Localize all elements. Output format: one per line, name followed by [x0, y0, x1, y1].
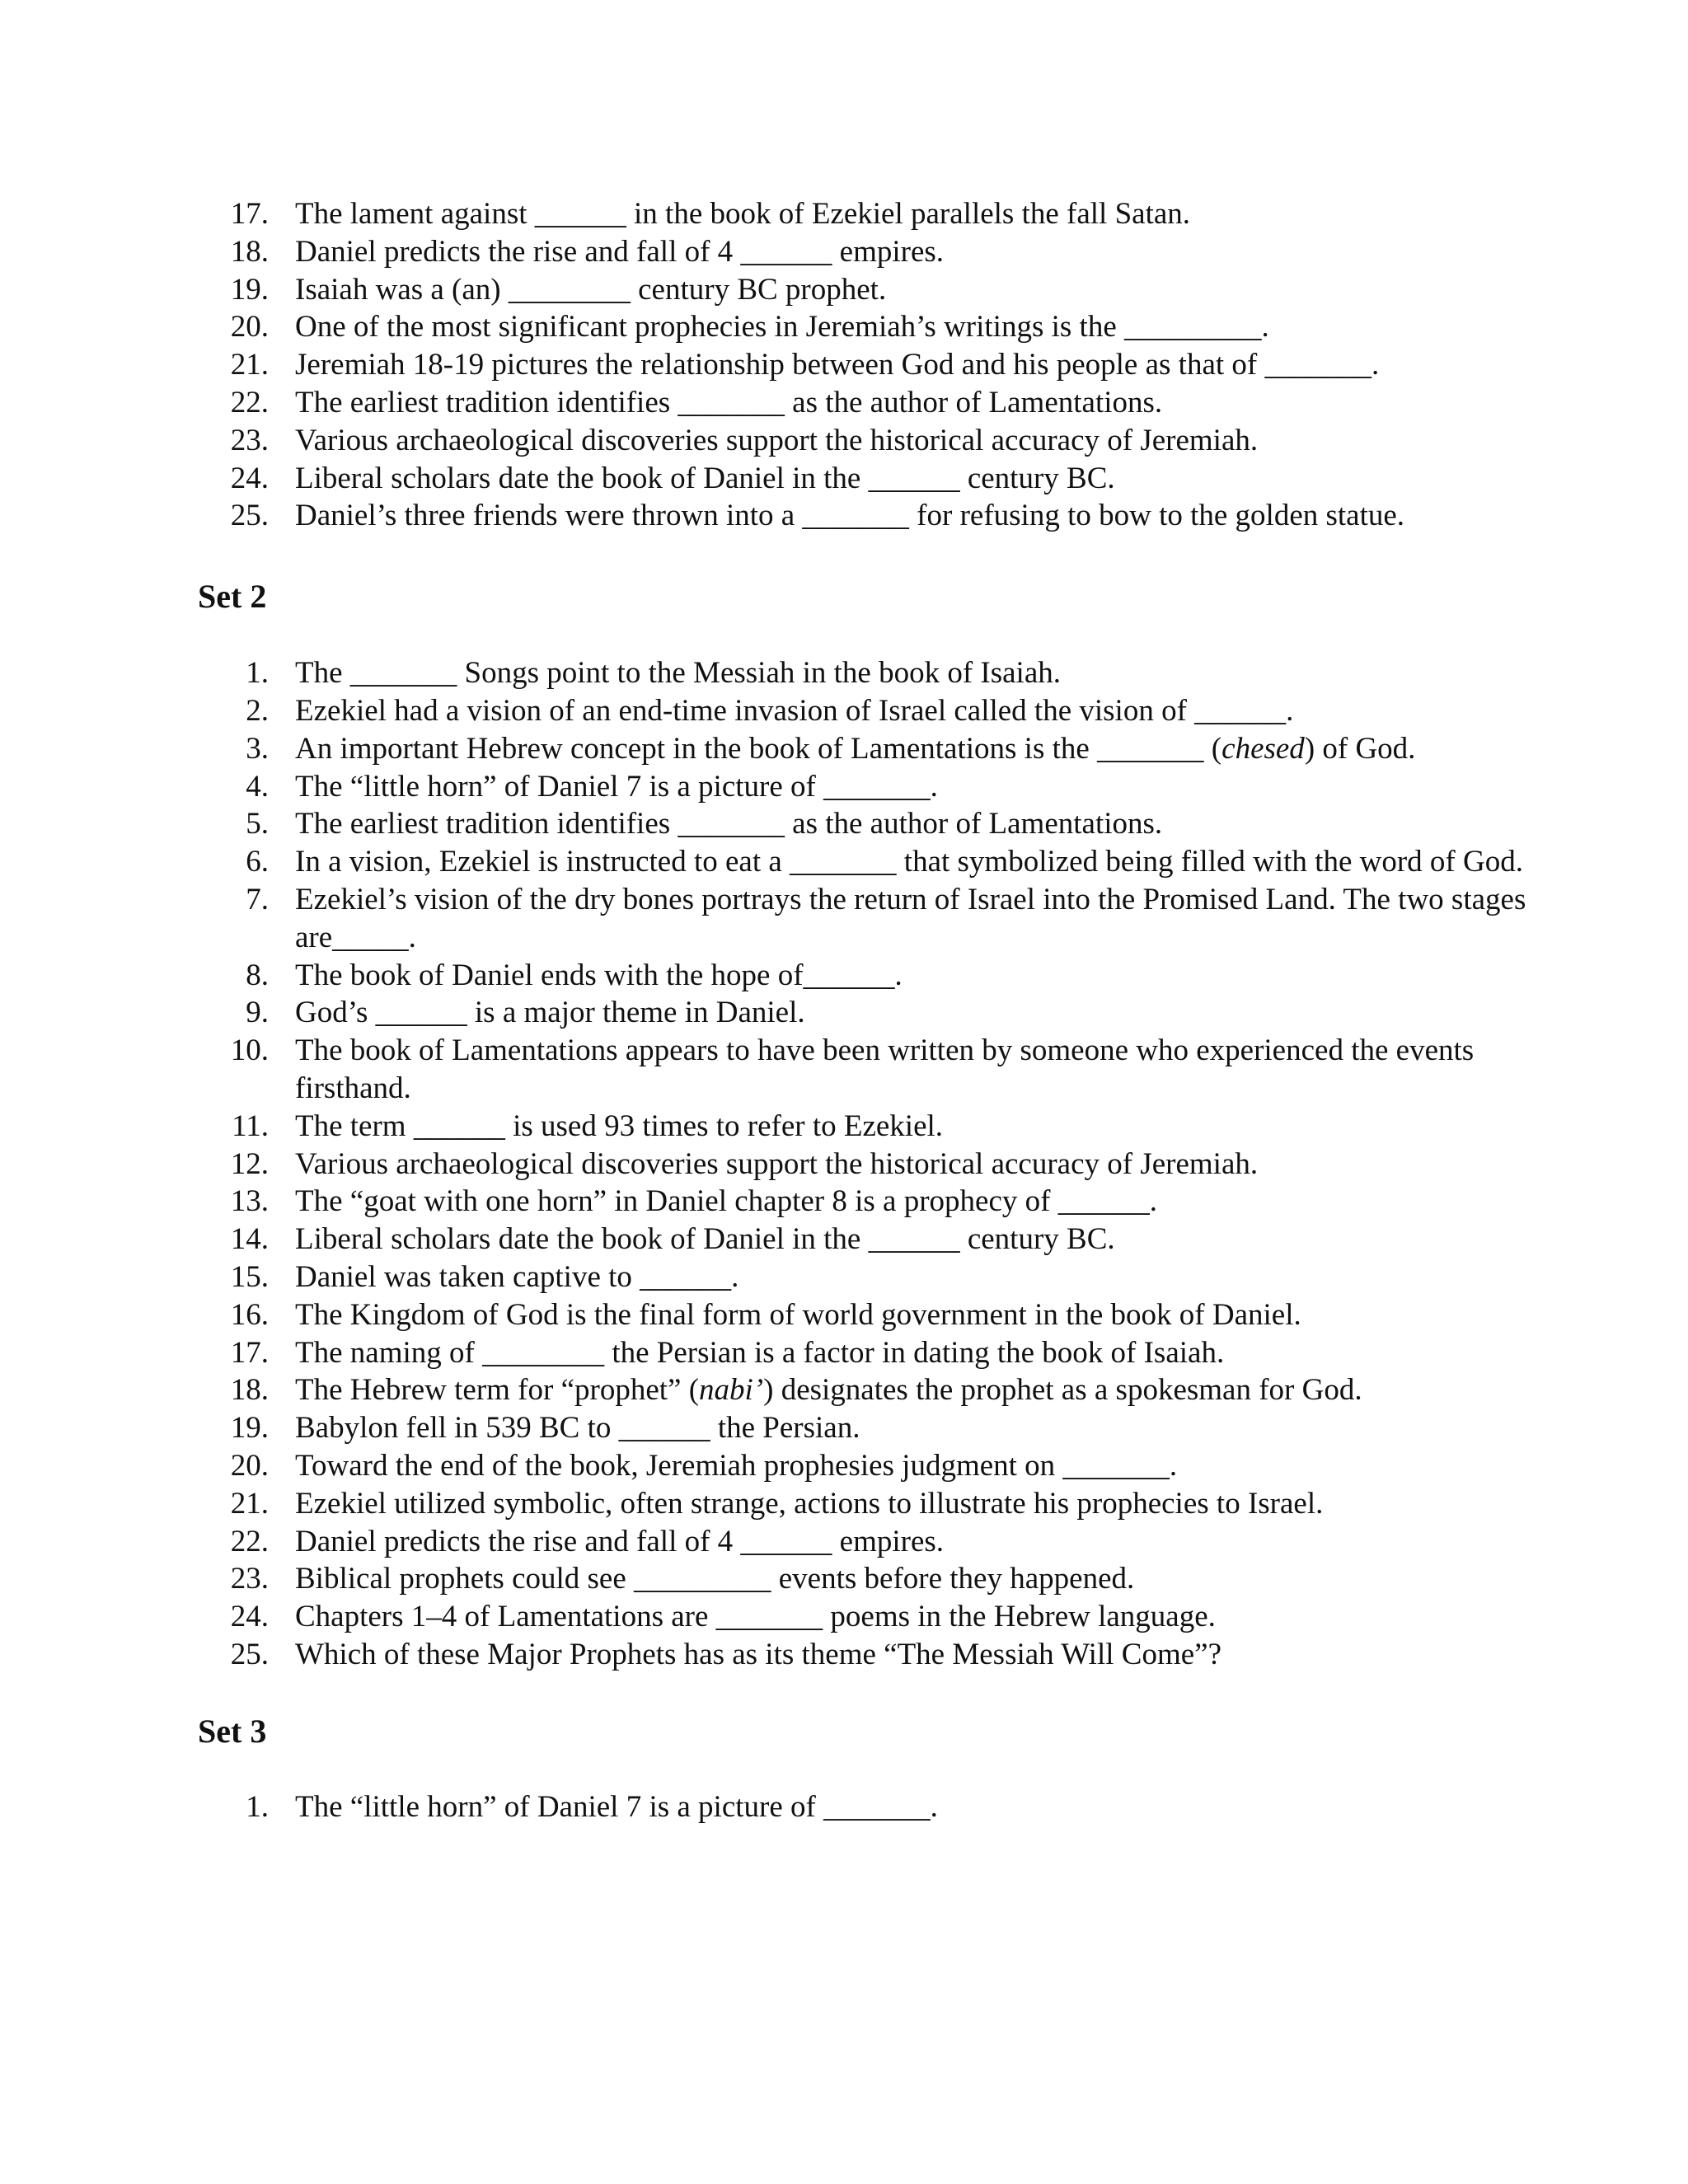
question-text: The “goat with one horn” in Daniel chapter 8 is a prophecy of ______. — [295, 1184, 1157, 1219]
question-number: 22. — [230, 385, 269, 419]
set-2-heading: Set 2 — [198, 578, 267, 616]
question-number: 19. — [230, 1411, 269, 1446]
question-text: Ezekiel utilized symbolic, often strange, actions to illustrate his prophecies to Israel. — [295, 1486, 1324, 1521]
question-item — [198, 460, 1581, 498]
question-item — [198, 1371, 1581, 1409]
question-text: God’s ______ is a major theme in Daniel. — [295, 996, 805, 1030]
question-number: 3. — [246, 731, 269, 766]
question-item — [198, 1183, 1581, 1221]
question-item — [198, 271, 1581, 309]
question-item — [198, 1409, 1581, 1447]
question-number: 19. — [230, 272, 269, 307]
question-item — [198, 1032, 1581, 1108]
set3-question-list — [198, 1788, 1517, 1826]
question-number: 17. — [230, 1335, 269, 1370]
question-text-part: An important Hebrew concept in the book of Lamentations is the _______ ( — [295, 731, 1222, 766]
question-number: 12. — [230, 1146, 269, 1181]
question-item — [198, 957, 1581, 995]
question-text-part: ) designates the prophet as a spokesman for God. — [763, 1373, 1362, 1408]
question-text: In a vision, Ezekiel is instructed to eat a _______ that symbolized being filled with the word of God. — [295, 845, 1523, 879]
question-number: 8. — [246, 958, 269, 992]
question-text: Biblical prophets could see _________ events before they happened. — [295, 1562, 1135, 1596]
question-number: 7. — [246, 882, 269, 916]
question-item — [198, 1788, 1581, 1826]
question-item — [198, 768, 1581, 806]
question-item — [198, 881, 1581, 957]
question-text: Various archaeological discoveries support the historical accuracy of Jeremiah. — [295, 1146, 1259, 1181]
question-text: The lament against ______ in the book of Ezekiel parallels the fall Satan. — [295, 197, 1191, 231]
question-text: Daniel predicts the rise and fall of 4 ______ empires. — [295, 1524, 945, 1558]
question-item — [198, 1560, 1581, 1598]
question-number: 22. — [230, 1524, 269, 1558]
question-item — [198, 384, 1581, 422]
question-item — [198, 805, 1581, 843]
question-item — [198, 308, 1581, 346]
question-item — [198, 1334, 1581, 1372]
set-3-heading: Set 3 — [198, 1712, 267, 1750]
question-item — [198, 1108, 1581, 1146]
question-text: The term ______ is used 93 times to refer to Ezekiel. — [295, 1108, 944, 1143]
question-text: The book of Daniel ends with the hope of______. — [295, 958, 903, 992]
question-number: 4. — [246, 769, 269, 804]
question-number: 11. — [232, 1108, 269, 1143]
question-text — [295, 1371, 1581, 1409]
question-text-part: ) of God. — [1304, 731, 1416, 766]
question-item — [198, 843, 1523, 881]
question-number: 18. — [230, 1373, 269, 1408]
question-number: 14. — [230, 1222, 269, 1257]
question-item — [198, 1447, 1581, 1485]
question-text: Daniel’s three friends were thrown into a _______ for refusing to bow to the golden statue. — [295, 499, 1405, 533]
question-item — [198, 1296, 1581, 1334]
set2-question-list — [198, 654, 1526, 1674]
question-item — [198, 654, 1581, 692]
question-item — [198, 1258, 1581, 1296]
question-text: The “little horn” of Daniel 7 is a picture of _______. — [295, 1789, 938, 1824]
question-text-part: The Hebrew term for “prophet” ( — [295, 1373, 700, 1408]
question-number: 23. — [230, 1562, 269, 1596]
question-text: Ezekiel’s vision of the dry bones portrays the return of Israel into the Promised Land. The two stages are_____. — [295, 882, 1526, 954]
question-number: 20. — [230, 1448, 269, 1483]
question-item — [198, 1598, 1581, 1636]
question-text: Daniel predicts the rise and fall of 4 ______ empires. — [295, 234, 945, 269]
question-item — [198, 346, 1581, 384]
question-item — [198, 1146, 1581, 1183]
question-text: The earliest tradition identifies _______ as the author of Lamentations. — [295, 385, 1163, 419]
question-number: 6. — [246, 845, 269, 879]
question-item — [198, 195, 1581, 233]
hebrew-term: chesed — [1221, 731, 1305, 766]
question-text: Which of these Major Prophets has as its theme “The Messiah Will Come”? — [295, 1637, 1222, 1671]
question-text: Ezekiel had a vision of an end-time invasion of Israel called the vision of ______. — [295, 693, 1294, 728]
question-number: 2. — [246, 693, 269, 728]
question-number: 21. — [230, 1486, 269, 1521]
question-number: 9. — [246, 996, 269, 1030]
question-text — [295, 730, 1498, 768]
question-text: Chapters 1–4 of Lamentations are _______ poems in the Hebrew language. — [295, 1600, 1216, 1634]
question-item — [198, 1485, 1581, 1523]
question-text: Liberal scholars date the book of Daniel in the ______ century BC. — [295, 1222, 1115, 1257]
question-item — [198, 692, 1581, 730]
page-content — [198, 195, 1526, 1825]
question-number: 20. — [230, 310, 269, 344]
question-item — [198, 1523, 1581, 1561]
hebrew-term: nabi’ — [699, 1373, 764, 1408]
question-number: 24. — [230, 461, 269, 495]
question-item — [198, 1221, 1581, 1258]
question-item — [198, 497, 1482, 535]
question-text: The earliest tradition identifies _______ as the author of Lamentations. — [295, 807, 1163, 841]
question-number: 5. — [246, 807, 269, 841]
question-number: 17. — [230, 197, 269, 231]
question-text: The naming of ________ the Persian is a factor in dating the book of Isaiah. — [295, 1335, 1225, 1370]
question-item — [198, 730, 1498, 768]
question-item — [198, 233, 1581, 271]
question-item — [198, 422, 1581, 460]
question-item — [198, 994, 1581, 1032]
question-text: Toward the end of the book, Jeremiah prophesies judgment on _______. — [295, 1448, 1178, 1483]
question-number: 21. — [230, 348, 269, 382]
question-number: 15. — [230, 1259, 269, 1294]
question-text: Jeremiah 18-19 pictures the relationship between God and his people as that of _______. — [295, 348, 1380, 382]
question-text: Various archaeological discoveries support the historical accuracy of Jeremiah. — [295, 423, 1259, 457]
question-number: 13. — [230, 1184, 269, 1219]
question-text: The book of Lamentations appears to have been written by someone who experienced the events firsthand. — [295, 1033, 1475, 1105]
question-text: Babylon fell in 539 BC to ______ the Persian. — [295, 1411, 860, 1446]
question-number: 16. — [230, 1297, 269, 1332]
question-number: 24. — [230, 1600, 269, 1634]
question-text: The _______ Songs point to the Messiah in the book of Isaiah. — [295, 656, 1062, 691]
question-text: The “little horn” of Daniel 7 is a picture of _______. — [295, 769, 938, 804]
question-number: 25. — [230, 1637, 269, 1671]
question-text: Isaiah was a (an) ________ century BC prophet. — [295, 272, 887, 307]
set1-continued-list — [198, 195, 1517, 535]
question-text: Liberal scholars date the book of Daniel in the ______ century BC. — [295, 461, 1115, 495]
question-number: 1. — [246, 656, 269, 691]
question-number: 18. — [230, 234, 269, 269]
question-item — [198, 1636, 1581, 1674]
question-text: Daniel was taken captive to ______. — [295, 1259, 739, 1294]
question-number: 25. — [230, 499, 269, 533]
question-number: 1. — [246, 1789, 269, 1824]
question-number: 10. — [230, 1033, 269, 1068]
question-text: The Kingdom of God is the final form of world government in the book of Daniel. — [295, 1297, 1301, 1332]
question-number: 23. — [230, 423, 269, 457]
question-text: One of the most significant prophecies in Jeremiah’s writings is the _________. — [295, 310, 1269, 344]
